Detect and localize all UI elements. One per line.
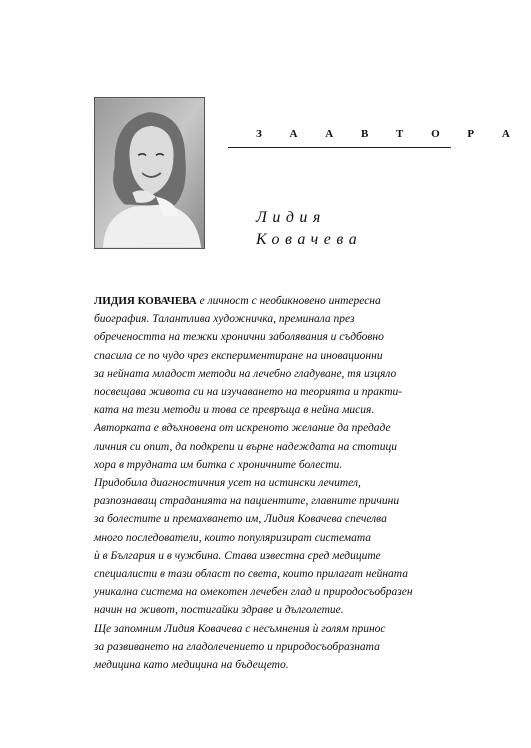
bio-first-line-text: е личност с необикновено интересна bbox=[196, 295, 381, 307]
bio-line: ката на тези методи и това се превръща в нейна мисия. bbox=[94, 404, 375, 417]
bio-line: ѝ в България и в чужбина. Става известна сред медиците bbox=[94, 549, 381, 562]
author-name bbox=[256, 207, 362, 251]
bio-line: за нейната младост методи на лечебно гладуване, тя изцяло bbox=[94, 367, 397, 380]
bio-line: Ще запомним Лидия Ковачева с несъмнения ѝ голям принос bbox=[94, 622, 386, 635]
bio-line: Авторката е вдъхновена от искреното желание да предаде bbox=[94, 422, 391, 435]
bio-line: за развиването на гладолечението и природосъобразната bbox=[94, 640, 380, 653]
bio-line: хора в трудната им битка с хроничните болести. bbox=[94, 458, 343, 471]
author-first-name: Лидия bbox=[256, 209, 326, 226]
bio-line: много последователи, които популяризират системата bbox=[94, 531, 372, 544]
bio-lead-name: ЛИДИЯ КОВАЧЕВА bbox=[94, 295, 197, 307]
title-divider bbox=[228, 147, 451, 148]
bio-line: обречеността на тежки хронични заболявания и съдбовно bbox=[94, 331, 384, 344]
bio-line: уникална система на омекотен лечебен глад и природосъобразен bbox=[94, 586, 413, 599]
section-title: З А А В Т О Р А bbox=[256, 128, 523, 140]
bio-line: за болестите и премахването им, Лидия Ковачева спечелва bbox=[94, 513, 387, 526]
bio-line: медицина като медицина на бъдещето. bbox=[94, 659, 289, 672]
author-last-name: Ковачева bbox=[256, 231, 363, 248]
bio-line: разпознаващ страданията на пациентите, главните причини bbox=[94, 495, 400, 508]
bio-line: личния си опит, да подкрепи и върне надеждата на стотици bbox=[94, 440, 397, 453]
bio-line: Придобила диагностичния усет на истински лечител, bbox=[94, 477, 361, 490]
author-biography bbox=[94, 292, 442, 674]
bio-line: спасила се по чудо чрез експериментиране на иновационни bbox=[94, 349, 383, 362]
author-photo bbox=[94, 97, 205, 249]
bio-line: посвещава живота си на изучаването на теорията и практи- bbox=[94, 386, 403, 399]
bio-line: начин на живот, постигайки здраве и дълголетие. bbox=[94, 604, 344, 617]
bio-first-line bbox=[94, 292, 442, 310]
bio-line: специалисти в тази област по света, които прилагат нейната bbox=[94, 568, 408, 581]
bio-line: биография. Талантлива художничка, преминала през bbox=[94, 313, 355, 326]
